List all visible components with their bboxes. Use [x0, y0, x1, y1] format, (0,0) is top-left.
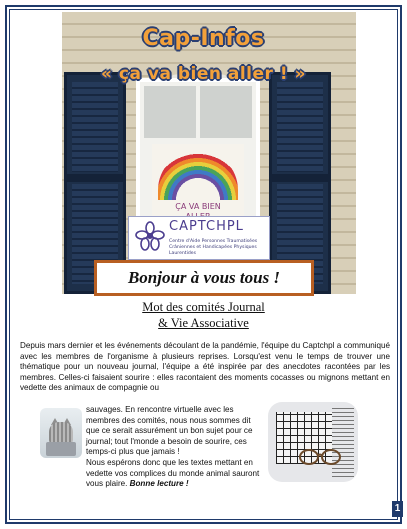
crossword-photo	[268, 402, 358, 482]
body-paragraph-2-text: Nous espérons donc que les textes mettant en vedette vos complices du monde animal sauront vous plaire.	[86, 458, 260, 489]
newspaper-text	[332, 408, 354, 478]
intro-paragraph: Depuis mars dernier et les événements découlant de la pandémie, l'équipe du Captchpl a communiqué avec les membres de l'organisme à plusieurs reprises. Lorsqu'est venu le temps de trouver une thématique pour un nouveau journal, l'équipe a été inspirée par des anecdotes racontées par les membres. Celles-ci faisaient sourire : elles racontaient des moments cocasses ou mignons mettant en vedette des animaux de compagnie ou	[20, 341, 390, 393]
section-heading-line1: Mot des comités Journal	[142, 300, 265, 314]
tin-box	[46, 442, 76, 456]
page-number: 1	[392, 501, 403, 517]
logo-subtitle: Centre d'Aide Personnes Traumatisées Crâniennes et Handicapées Physiques Laurentides	[169, 239, 258, 256]
greeting-banner: Bonjour à vous tous !	[94, 260, 314, 296]
newsletter-title: Cap-Infos	[142, 26, 265, 51]
body-paragraph-2	[86, 458, 264, 490]
body-paragraph-1: sauvages. En rencontre virtuelle avec les membres des comités, nous nous sommes dit que ce serait assurément un bon sujet pour ce journal; tout l'monde a besoin de sourire, ces temps-ci plus que jamais !	[86, 405, 253, 457]
flower-logo-icon	[135, 221, 165, 255]
kitten-photo	[40, 408, 82, 458]
kitten	[49, 422, 73, 444]
sign-text: ÇA VA BIEN	[175, 202, 221, 211]
sign-off: Bonne lecture !	[129, 479, 189, 489]
section-heading-line2: & Vie Associative	[158, 316, 249, 330]
logo-name: CAPTCHPL	[169, 219, 244, 234]
captchpl-logo	[128, 216, 270, 260]
glasses-icon	[298, 446, 342, 466]
rainbow-drawing	[158, 150, 238, 200]
newsletter-subtitle: « ça va bien aller ! »	[101, 64, 306, 84]
